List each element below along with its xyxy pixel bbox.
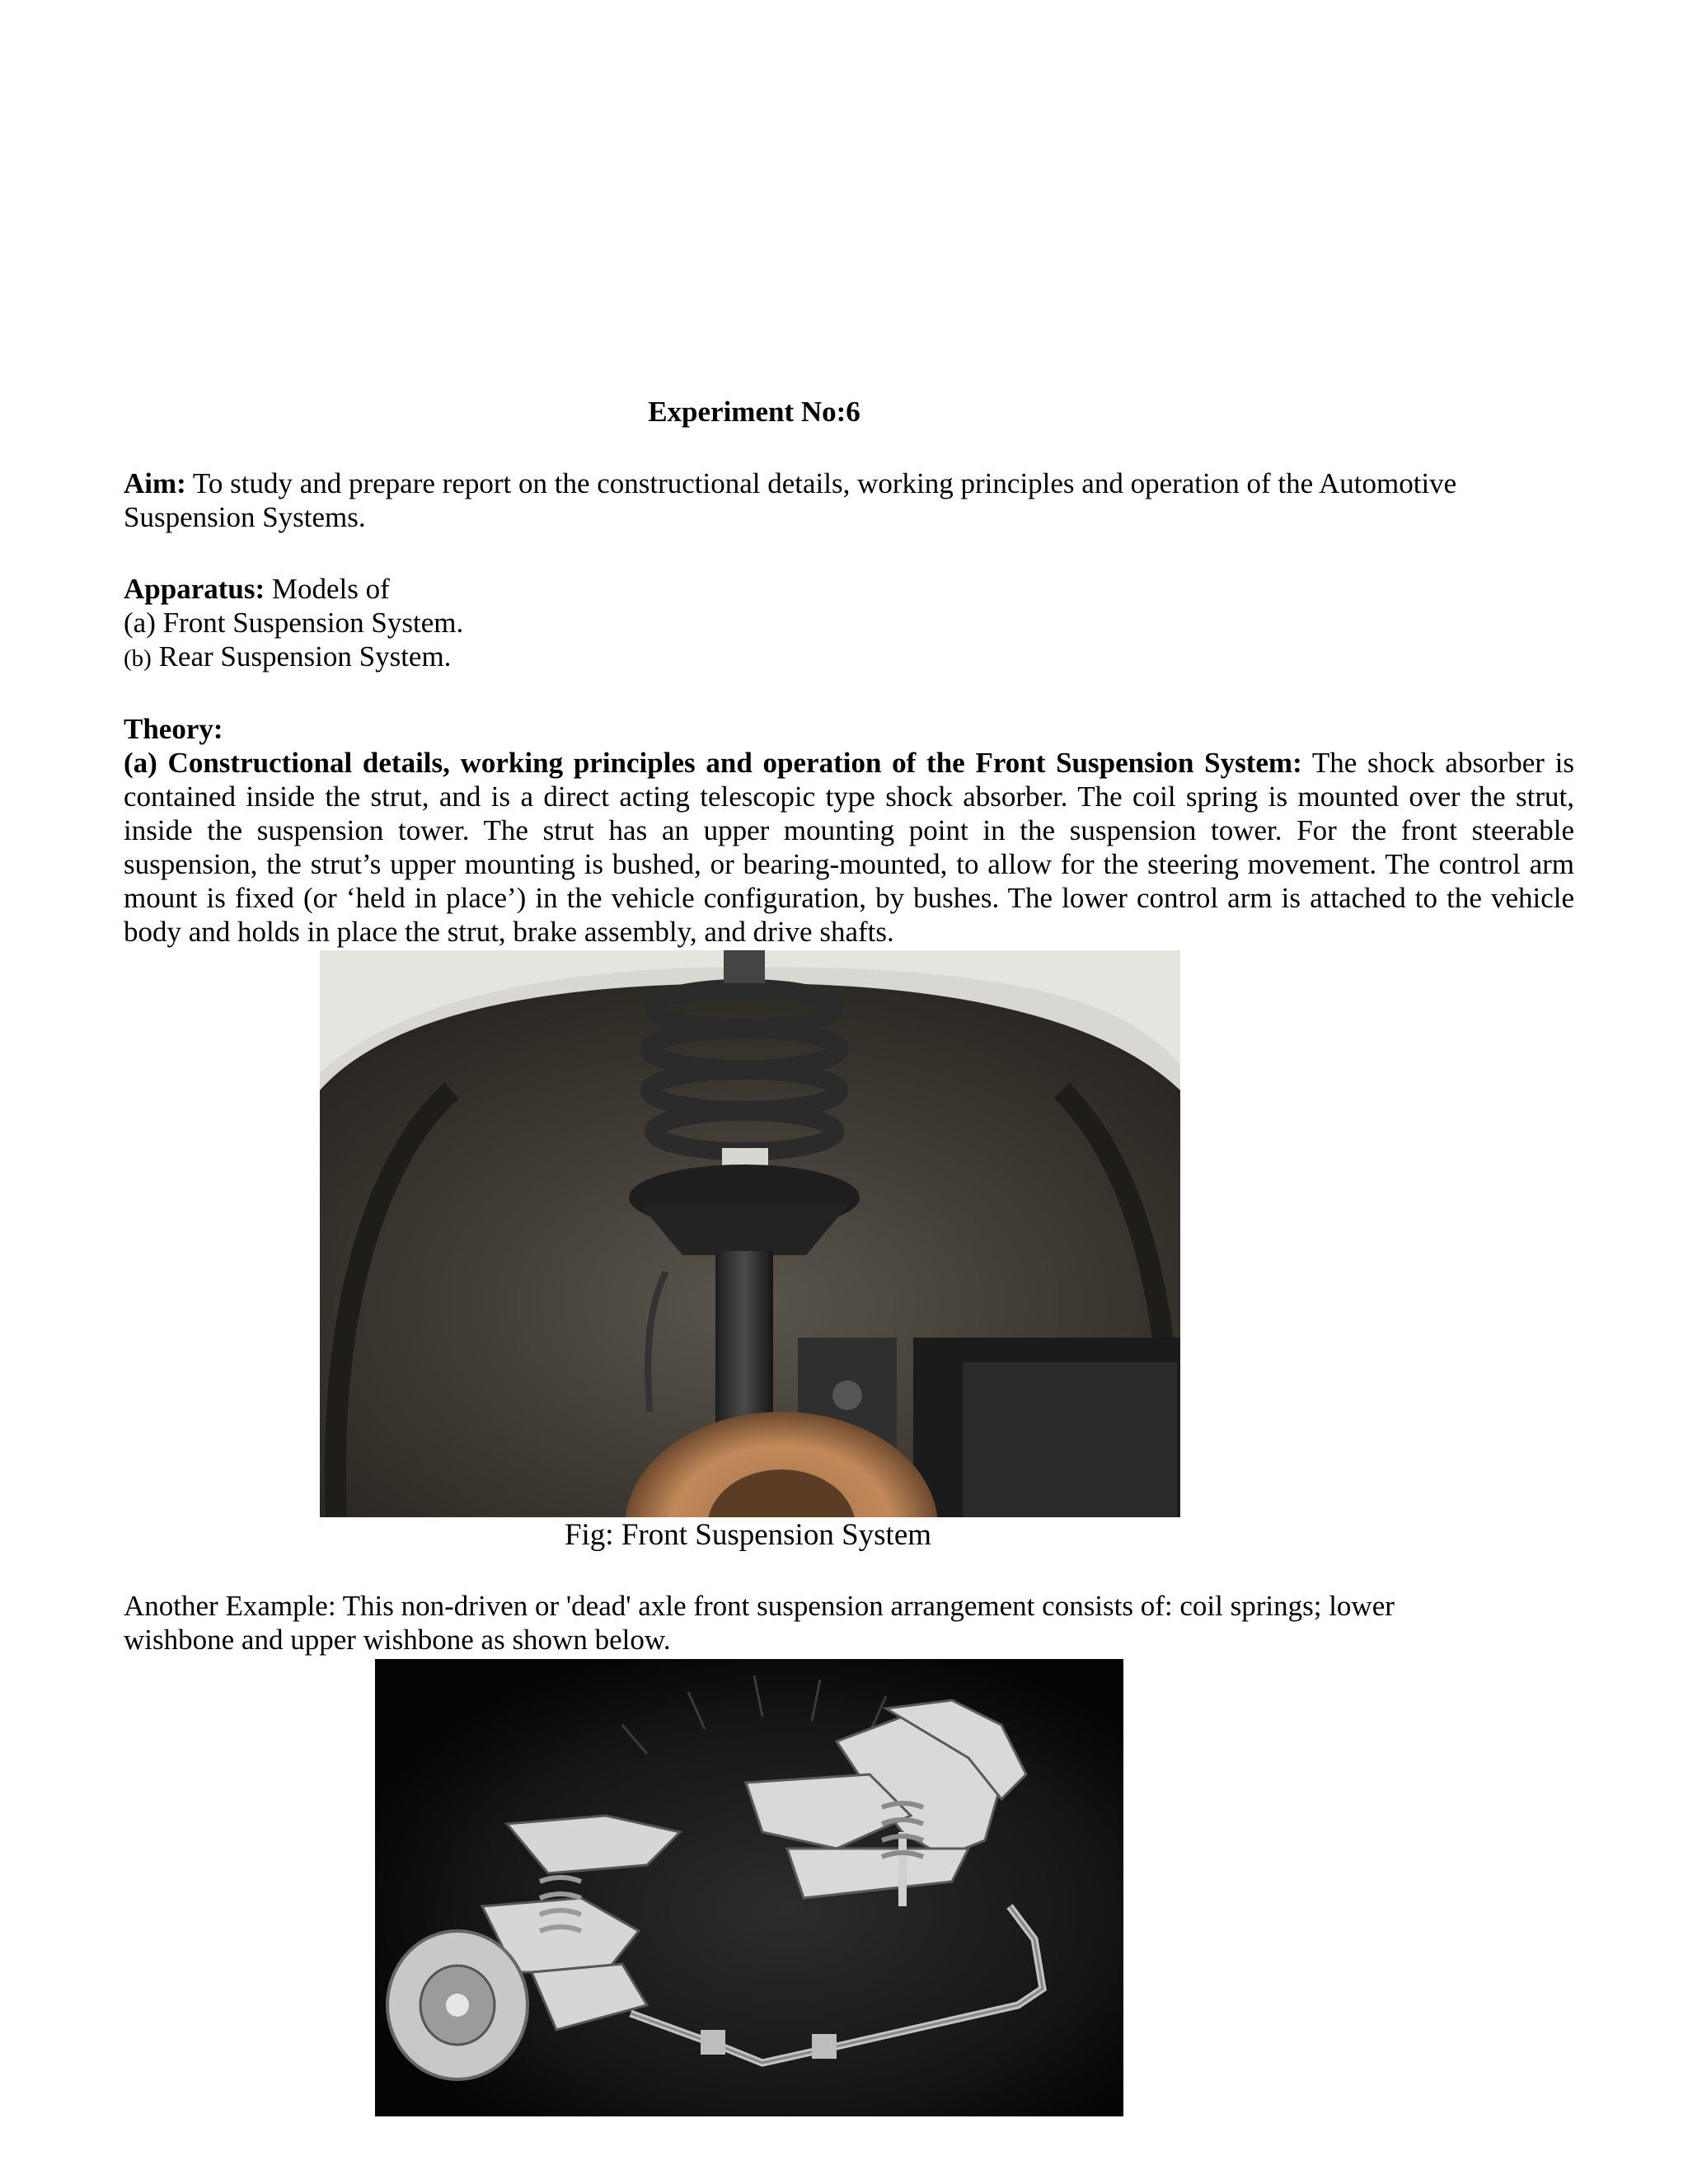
another-example-paragraph [124,1589,1574,1657]
front-suspension-photo [320,950,1180,1517]
aim-label: Aim: [124,467,186,499]
theory-section-a-heading: (a) Constructional details, working principles and operation of the Front Suspension System: [124,747,1302,779]
aim-line-1 [124,466,1574,500]
another-example-line-1: Another Example: This non-driven or 'dead' axle front suspension arrangement consists of: coil springs; lower [124,1590,1395,1622]
figure1-caption: Fig: Front Suspension System [564,1518,932,1552]
aim-text-1: To study and prepare report on the constructional details, working principles and operation of the Automotive [185,467,1457,499]
apparatus-item-a: (a) Front Suspension System. [124,607,464,639]
front-suspension-photo-drawing [320,950,1180,1517]
apparatus-paragraph [124,572,1574,676]
double-wishbone-illustration-drawing [375,1659,1123,2116]
theory-section-a [124,747,1574,948]
apparatus-item-b-text: Rear Suspension System. [151,640,452,673]
apparatus-line [124,572,1574,606]
apparatus-item-b [124,640,1574,676]
aim-line-2: Suspension Systems. [124,501,366,533]
apparatus-text: Models of [265,573,390,605]
theory-label: Theory: [124,713,223,745]
apparatus-item-b-label: (b) [124,645,152,672]
theory-section-a-body: The shock absorber is contained inside the strut, and is a direct acting telescopic type shock absorber. The coil spring is mounted over the strut, inside the suspension tower. The strut has an upper mounting point in the suspension tower. For the front steerable suspension, the strut’s upper mounting is bushed, or bearing-mounted, to allow for the steering movement. The control arm mount is fixed (or ‘held in place’) in the vehicle configuration, by bushes. The lower control arm is attached to the vehicle body and holds in place the strut, brake assembly, and drive shafts. [124,747,1574,948]
apparatus-label: Apparatus: [124,573,265,605]
aim-paragraph [124,466,1574,534]
double-wishbone-illustration [375,1659,1123,2116]
theory-section [124,712,1574,949]
experiment-title: Experiment No:6 [648,396,860,428]
another-example-line-2: wishbone and upper wishbone as shown below. [124,1624,671,1656]
